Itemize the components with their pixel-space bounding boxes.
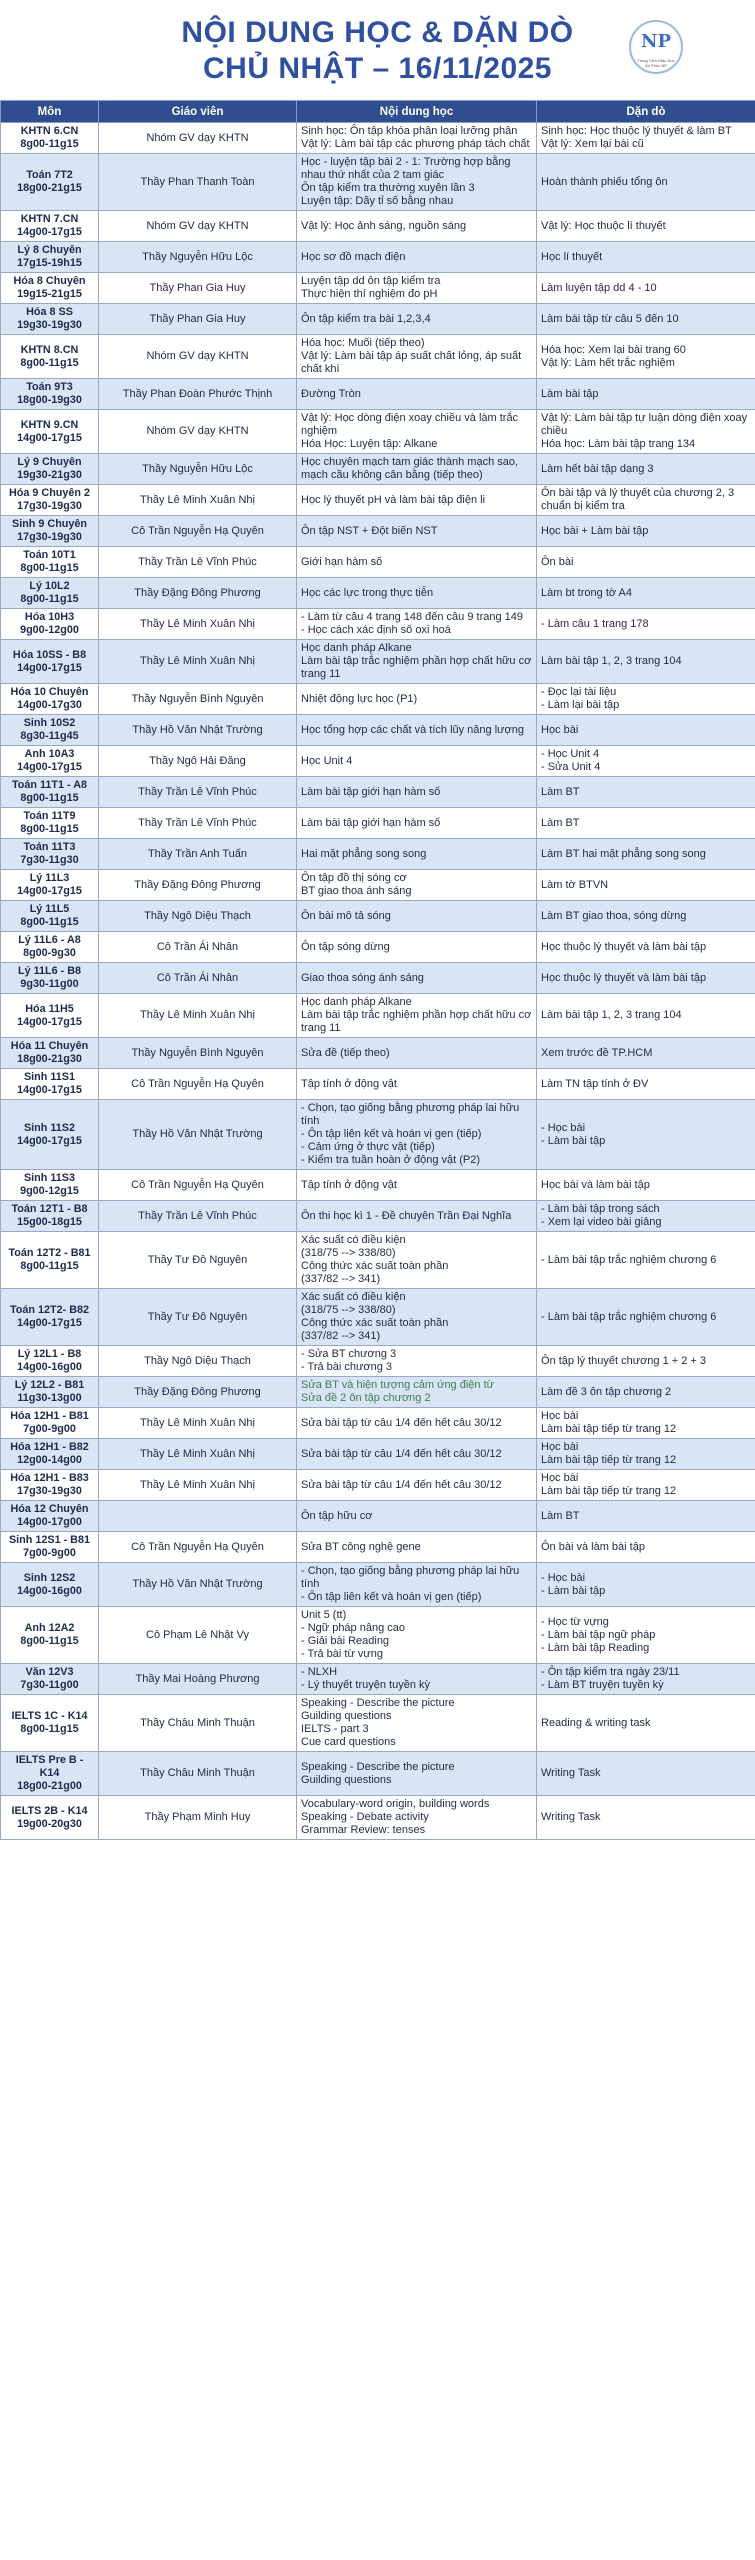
table-row <box>1 211 755 242</box>
class-cell: Lý 12L2 - B81 11g30-13g00 <box>1 1377 99 1408</box>
table-row <box>1 808 755 839</box>
content-cell: Sửa BT công nghệ gene <box>297 1532 537 1563</box>
table-row <box>1 379 755 410</box>
table-row <box>1 1100 755 1170</box>
homework-cell: Ôn tập lý thuyết chương 1 + 2 + 3 <box>537 1346 755 1377</box>
teacher-cell: Thầy Tư Đô Nguyên <box>99 1289 297 1346</box>
table-row <box>1 1289 755 1346</box>
content-cell: Ôn tập hữu cơ <box>297 1501 537 1532</box>
table-row <box>1 1439 755 1470</box>
table-row <box>1 1069 755 1100</box>
homework-cell: Làm BT hai mặt phẳng song song <box>537 839 755 870</box>
teacher-cell: Cô Phạm Lê Nhật Vy <box>99 1607 297 1664</box>
class-cell: Lý 9 Chuyên 19g30-21g30 <box>1 454 99 485</box>
homework-cell: Làm BT <box>537 808 755 839</box>
homework-cell: Học bài Làm bài tập tiếp từ trang 12 <box>537 1470 755 1501</box>
table-row <box>1 1501 755 1532</box>
content-cell: Sửa đề (tiếp theo) <box>297 1038 537 1069</box>
table-row <box>1 870 755 901</box>
teacher-cell: Thầy Đặng Đông Phương <box>99 870 297 901</box>
content-cell: Học Unit 4 <box>297 746 537 777</box>
class-cell: Lý 11L3 14g00-17g15 <box>1 870 99 901</box>
table-row <box>1 154 755 211</box>
teacher-cell: Thầy Hồ Văn Nhật Trường <box>99 1100 297 1170</box>
content-cell: Xác suất có điều kiện (318/75 --> 338/80) Công thức xác suất toàn phần (337/82 --> 341) <box>297 1289 537 1346</box>
teacher-cell: Thầy Phan Gia Huy <box>99 304 297 335</box>
table-row <box>1 1201 755 1232</box>
content-cell: Học tổng hợp các chất và tích lũy năng lượng <box>297 715 537 746</box>
content-cell: Speaking - Describe the picture Guilding questions IELTS - part 3 Cue card questions <box>297 1695 537 1752</box>
homework-cell: Làm BT <box>537 777 755 808</box>
teacher-cell: Thầy Lê Minh Xuân Nhị <box>99 640 297 684</box>
table-row <box>1 1038 755 1069</box>
class-cell: Hóa 12H1 - B82 12g00-14g00 <box>1 1439 99 1470</box>
homework-cell: - Đọc lại tài liệu - Làm lại bài tập <box>537 684 755 715</box>
content-cell: Học danh pháp Alkane Làm bài tập trắc nghiệm phần hợp chất hữu cơ trang 11 <box>297 994 537 1038</box>
homework-cell: Vật lý: Làm bài tập tự luận dòng điện xoay chiều Hóa học: Làm bài tập trang 134 <box>537 410 755 454</box>
homework-cell: - Làm bài tập trắc nghiệm chương 6 <box>537 1232 755 1289</box>
page-subtitle-date: CHỦ NHẬT – 16/11/2025 <box>203 52 552 85</box>
table-header-row <box>1 101 755 123</box>
schedule-table <box>0 100 755 1840</box>
homework-cell: Làm bài tập 1, 2, 3 trang 104 <box>537 994 755 1038</box>
table-row <box>1 932 755 963</box>
teacher-cell: Thầy Mai Hoàng Phương <box>99 1664 297 1695</box>
class-cell: Anh 10A3 14g00-17g15 <box>1 746 99 777</box>
class-cell: Hóa 10 Chuyên 14g00-17g30 <box>1 684 99 715</box>
teacher-cell: Thầy Đặng Đông Phương <box>99 578 297 609</box>
teacher-cell: Cô Trần Ái Nhân <box>99 932 297 963</box>
page-title: NỘI DUNG HỌC & DẶN DÒ <box>181 16 574 49</box>
teacher-cell: Thầy Phan Gia Huy <box>99 273 297 304</box>
teacher-cell: Thầy Lê Minh Xuân Nhị <box>99 1408 297 1439</box>
homework-cell: Làm bài tập từ câu 5 đến 10 <box>537 304 755 335</box>
teacher-cell: Thầy Nguyễn Bình Nguyên <box>99 1038 297 1069</box>
table-row <box>1 1796 755 1840</box>
homework-cell: Học lí thuyết <box>537 242 755 273</box>
table-row <box>1 1752 755 1796</box>
teacher-cell: Nhóm GV dạy KHTN <box>99 335 297 379</box>
class-cell: Hóa 11 Chuyên 18g00-21g30 <box>1 1038 99 1069</box>
class-cell: Toán 12T2 - B81 8g00-11g15 <box>1 1232 99 1289</box>
teacher-cell: Thầy Lê Minh Xuân Nhị <box>99 1470 297 1501</box>
content-cell: Vocabulary-word origin, building words Speaking - Debate activity Grammar Review: tenses <box>297 1796 537 1840</box>
homework-cell: - Học từ vựng - Làm bài tập ngữ pháp - Làm bài tập Reading <box>537 1607 755 1664</box>
table-row <box>1 1232 755 1289</box>
homework-cell: - Làm bài tập trong sách - Xem lại video bài giảng <box>537 1201 755 1232</box>
header-homework: Dặn dò <box>537 101 755 123</box>
class-cell: Toán 7T2 18g00-21g15 <box>1 154 99 211</box>
class-cell: Lý 11L6 - A8 8g00-9g30 <box>1 932 99 963</box>
teacher-cell: Nhóm GV dạy KHTN <box>99 211 297 242</box>
teacher-cell: Thầy Ngô Hải Đăng <box>99 746 297 777</box>
homework-cell: Học thuộc lý thuyết và làm bài tập <box>537 932 755 963</box>
class-cell: KHTN 9.CN 14g00-17g15 <box>1 410 99 454</box>
table-row <box>1 123 755 154</box>
homework-cell: Làm bài tập 1, 2, 3 trang 104 <box>537 640 755 684</box>
class-cell: Lý 12L1 - B8 14g00-16g00 <box>1 1346 99 1377</box>
class-cell: Toán 12T1 - B8 15g00-18g15 <box>1 1201 99 1232</box>
homework-cell: Xem trước đề TP.HCM <box>537 1038 755 1069</box>
class-cell: Toán 11T9 8g00-11g15 <box>1 808 99 839</box>
content-cell: Ôn tập NST + Đột biến NST <box>297 516 537 547</box>
class-cell: Hóa 12H1 - B81 7g00-9g00 <box>1 1408 99 1439</box>
teacher-cell: Cô Trần Nguyễn Hạ Quyên <box>99 1069 297 1100</box>
table-row <box>1 1664 755 1695</box>
content-cell: - Làm từ câu 4 trang 148 đến câu 9 trang 149 - Học cách xác định số oxi hoá <box>297 609 537 640</box>
class-cell: Sinh 12S1 - B81 7g00-9g00 <box>1 1532 99 1563</box>
teacher-cell: Thầy Tư Đô Nguyên <box>99 1232 297 1289</box>
teacher-cell: Thầy Nguyễn Hữu Lộc <box>99 242 297 273</box>
homework-cell: - Học Unit 4 - Sửa Unit 4 <box>537 746 755 777</box>
header <box>0 0 755 100</box>
class-cell: Lý 8 Chuyên 17g15-19h15 <box>1 242 99 273</box>
class-cell: Toán 12T2- B82 14g00-17g15 <box>1 1289 99 1346</box>
homework-cell: Sinh học: Học thuộc lý thuyết & làm BT Vật lý: Xem lại bài cũ <box>537 123 755 154</box>
table-row <box>1 994 755 1038</box>
table-row <box>1 901 755 932</box>
table-row <box>1 839 755 870</box>
homework-cell: - Làm bài tập trắc nghiệm chương 6 <box>537 1289 755 1346</box>
table-row <box>1 410 755 454</box>
homework-cell: - Ôn tập kiểm tra ngày 23/11 - Làm BT truyện tuyền kỳ <box>537 1664 755 1695</box>
teacher-cell <box>99 1501 297 1532</box>
table-row <box>1 777 755 808</box>
teacher-cell: Thầy Châu Minh Thuận <box>99 1695 297 1752</box>
content-cell: Sửa bài tập từ câu 1/4 đến hết câu 30/12 <box>297 1408 537 1439</box>
content-cell: - NLXH - Lý thuyết truyện tuyền kỳ <box>297 1664 537 1695</box>
class-cell: Sinh 12S2 14g00-16g00 <box>1 1563 99 1607</box>
teacher-cell: Thầy Hồ Văn Nhật Trường <box>99 1563 297 1607</box>
class-cell: Sinh 9 Chuyên 17g30-19g30 <box>1 516 99 547</box>
table-row <box>1 1563 755 1607</box>
homework-cell: Học bài <box>537 715 755 746</box>
table-row <box>1 1607 755 1664</box>
content-cell: Vật lý: Học dòng điện xoay chiều và làm trắc nghiệm Hóa Học: Luyện tập: Alkane <box>297 410 537 454</box>
table-row <box>1 1377 755 1408</box>
teacher-cell: Thầy Nguyễn Hữu Lộc <box>99 454 297 485</box>
homework-cell: Làm hết bài tập dạng 3 <box>537 454 755 485</box>
class-cell: IELTS Pre B - K14 18g00-21g00 <box>1 1752 99 1796</box>
table-body <box>1 123 755 1840</box>
homework-cell: Reading & writing task <box>537 1695 755 1752</box>
homework-cell: - Học bài - Làm bài tập <box>537 1100 755 1170</box>
content-cell: Ôn tập kiểm tra bài 1,2,3,4 <box>297 304 537 335</box>
class-cell: Toán 11T1 - A8 8g00-11g15 <box>1 777 99 808</box>
table-row <box>1 304 755 335</box>
table-row <box>1 335 755 379</box>
class-cell: Lý 11L5 8g00-11g15 <box>1 901 99 932</box>
header-content: Nội dung học <box>297 101 537 123</box>
homework-cell: Làm tờ BTVN <box>537 870 755 901</box>
content-cell: Hai mặt phẳng song song <box>297 839 537 870</box>
homework-cell: Làm bt trong tờ A4 <box>537 578 755 609</box>
teacher-cell: Thầy Trần Lê Vĩnh Phúc <box>99 777 297 808</box>
table-row <box>1 963 755 994</box>
logo-caption: Trung Tâm Giáo Dục Ân Phúc NP <box>637 58 675 68</box>
class-cell: IELTS 2B - K14 19g00-20g30 <box>1 1796 99 1840</box>
class-cell: Sinh 11S1 14g00-17g15 <box>1 1069 99 1100</box>
table-row <box>1 485 755 516</box>
homework-cell: Writing Task <box>537 1796 755 1840</box>
teacher-cell: Thầy Lê Minh Xuân Nhị <box>99 609 297 640</box>
table-row <box>1 547 755 578</box>
teacher-cell: Thầy Trần Anh Tuấn <box>99 839 297 870</box>
class-cell: Anh 12A2 8g00-11g15 <box>1 1607 99 1664</box>
class-cell: KHTN 8.CN 8g00-11g15 <box>1 335 99 379</box>
content-cell: Ôn bài mô tả sóng <box>297 901 537 932</box>
class-cell: Hóa 8 SS 19g30-19g30 <box>1 304 99 335</box>
table-row <box>1 1408 755 1439</box>
class-cell: Toán 9T3 18g00-19g30 <box>1 379 99 410</box>
homework-cell: - Học bài - Làm bài tập <box>537 1563 755 1607</box>
teacher-cell: Cô Trần Nguyễn Hạ Quyên <box>99 516 297 547</box>
teacher-cell: Thầy Ngô Diệu Thạch <box>99 1346 297 1377</box>
content-cell: Ôn tập đồ thị sóng cơ BT giao thoa ánh sáng <box>297 870 537 901</box>
table-row <box>1 578 755 609</box>
content-cell: Học danh pháp Alkane Làm bài tập trắc nghiệm phần hợp chất hữu cơ trang 11 <box>297 640 537 684</box>
teacher-cell: Cô Trần Nguyễn Hạ Quyên <box>99 1170 297 1201</box>
homework-cell: Làm đề 3 ôn tập chương 2 <box>537 1377 755 1408</box>
class-cell: Hóa 10H3 9g00-12g00 <box>1 609 99 640</box>
homework-cell: Học bài Làm bài tập tiếp từ trang 12 <box>537 1408 755 1439</box>
teacher-cell: Thầy Trần Lê Vĩnh Phúc <box>99 547 297 578</box>
content-cell: Nhiệt động lực học (P1) <box>297 684 537 715</box>
table-row <box>1 640 755 684</box>
teacher-cell: Thầy Nguyễn Bình Nguyên <box>99 684 297 715</box>
class-cell: Hóa 9 Chuyên 2 17g30-19g30 <box>1 485 99 516</box>
content-cell: Học lý thuyết pH và làm bài tập điện li <box>297 485 537 516</box>
teacher-cell: Cô Trần Nguyễn Hạ Quyên <box>99 1532 297 1563</box>
homework-cell: Vật lý: Học thuộc lí thuyết <box>537 211 755 242</box>
header-teacher: Giáo viên <box>99 101 297 123</box>
content-cell: Hóa học: Muối (tiếp theo) Vật lý: Làm bài tập áp suất chất lỏng, áp suất chất khí <box>297 335 537 379</box>
content-cell: Tập tính ở động vật <box>297 1170 537 1201</box>
teacher-cell: Thầy Lê Minh Xuân Nhị <box>99 994 297 1038</box>
teacher-cell: Thầy Phan Đoàn Phước Thịnh <box>99 379 297 410</box>
header-subject: Môn <box>1 101 99 123</box>
content-cell: Ôn thi học kì 1 - Đề chuyên Trần Đại Nghĩa <box>297 1201 537 1232</box>
homework-cell: Học bài và làm bài tập <box>537 1170 755 1201</box>
teacher-cell: Thầy Trần Lê Vĩnh Phúc <box>99 1201 297 1232</box>
table-row <box>1 516 755 547</box>
table-row <box>1 684 755 715</box>
content-cell: Học sơ đồ mạch điện <box>297 242 537 273</box>
class-cell: IELTS 1C - K14 8g00-11g15 <box>1 1695 99 1752</box>
homework-cell: Writing Task <box>537 1752 755 1796</box>
class-cell: Văn 12V3 7g30-11g00 <box>1 1664 99 1695</box>
teacher-cell: Thầy Phan Thanh Toàn <box>99 154 297 211</box>
homework-cell: Làm luyện tập dd 4 - 10 <box>537 273 755 304</box>
table-row <box>1 1346 755 1377</box>
homework-cell: Học bài + Làm bài tập <box>537 516 755 547</box>
teacher-cell: Thầy Lê Minh Xuân Nhị <box>99 1439 297 1470</box>
class-cell: Toán 11T3 7g30-11g30 <box>1 839 99 870</box>
content-cell: Học - luyện tập bài 2 - 1: Trường hợp bằng nhau thứ nhất của 2 tam giác Ôn tập kiểm tra thường xuyên lần 3 Luyện tập: Dãy tỉ số bằng nhau <box>297 154 537 211</box>
table-row <box>1 1170 755 1201</box>
teacher-cell: Thầy Phạm Minh Huy <box>99 1796 297 1840</box>
class-cell: Lý 10L2 8g00-11g15 <box>1 578 99 609</box>
table-row <box>1 273 755 304</box>
teacher-cell: Thầy Hồ Văn Nhật Trường <box>99 715 297 746</box>
class-cell: Hóa 11H5 14g00-17g15 <box>1 994 99 1038</box>
homework-cell: Làm bài tập <box>537 379 755 410</box>
table-row <box>1 1532 755 1563</box>
content-cell: Sửa BT và hiện tượng cảm ứng điện từ Sửa đề 2 ôn tập chương 2 <box>297 1377 537 1408</box>
content-cell: Học các lực trong thực tiễn <box>297 578 537 609</box>
content-cell: Ôn tập sóng dừng <box>297 932 537 963</box>
class-cell: Lý 11L6 - B8 9g30-11g00 <box>1 963 99 994</box>
homework-cell: Ôn bài tập và lý thuyết của chương 2, 3 chuẩn bị kiểm tra <box>537 485 755 516</box>
class-cell: Hóa 10SS - B8 14g00-17g15 <box>1 640 99 684</box>
teacher-cell: Thầy Lê Minh Xuân Nhị <box>99 485 297 516</box>
content-cell: Tập tính ở động vật <box>297 1069 537 1100</box>
teacher-cell: Nhóm GV dạy KHTN <box>99 410 297 454</box>
homework-cell: Học thuộc lý thuyết và làm bài tập <box>537 963 755 994</box>
class-cell: Hóa 8 Chuyên 19g15-21g15 <box>1 273 99 304</box>
homework-cell: Làm BT giao thoa, sóng dừng <box>537 901 755 932</box>
class-cell: Hóa 12 Chuyên 14g00-17g00 <box>1 1501 99 1532</box>
homework-cell: Làm BT <box>537 1501 755 1532</box>
content-cell: Làm bài tập giới hạn hàm số <box>297 808 537 839</box>
homework-cell: Hoàn thành phiếu tổng ôn <box>537 154 755 211</box>
teacher-cell: Thầy Đặng Đông Phương <box>99 1377 297 1408</box>
content-cell: - Sửa BT chương 3 - Trả bài chương 3 <box>297 1346 537 1377</box>
table-row <box>1 746 755 777</box>
class-cell: KHTN 6.CN 8g00-11g15 <box>1 123 99 154</box>
homework-cell: Ôn bài và làm bài tập <box>537 1532 755 1563</box>
content-cell: - Chọn, tạo giống bằng phương pháp lai hữu tính - Ôn tập liên kết và hoán vị gen (tiếp) <box>297 1563 537 1607</box>
homework-cell: Hóa học: Xem lại bài trang 60 Vật lý: Làm hết trắc nghiệm <box>537 335 755 379</box>
content-cell: Đường Tròn <box>297 379 537 410</box>
table-row <box>1 242 755 273</box>
content-cell: Giao thoa sóng ánh sáng <box>297 963 537 994</box>
homework-cell: Làm TN tập tính ở ĐV <box>537 1069 755 1100</box>
content-cell: Làm bài tập giới hạn hàm số <box>297 777 537 808</box>
table-row <box>1 609 755 640</box>
table-row <box>1 715 755 746</box>
content-cell: Giới hạn hàm số <box>297 547 537 578</box>
teacher-cell: Cô Trần Ái Nhân <box>99 963 297 994</box>
homework-cell: Ôn bài <box>537 547 755 578</box>
content-cell: Unit 5 (tt) - Ngữ pháp nâng cao - Giải bài Reading - Trả bài từ vựng <box>297 1607 537 1664</box>
table-row <box>1 1695 755 1752</box>
teacher-cell: Nhóm GV dạy KHTN <box>99 123 297 154</box>
content-cell: Xác suất có điều kiện (318/75 --> 338/80) Công thức xác suất toàn phần (337/82 --> 341) <box>297 1232 537 1289</box>
content-cell: Sửa bài tập từ câu 1/4 đến hết câu 30/12 <box>297 1470 537 1501</box>
teacher-cell: Thầy Ngô Diệu Thạch <box>99 901 297 932</box>
content-cell: Sinh học: Ôn tập khóa phân loại lưỡng phân Vật lý: Làm bài tập các phương pháp tách chất <box>297 123 537 154</box>
center-logo <box>629 20 683 74</box>
content-cell: Vật lý: Học ảnh sáng, nguồn sáng <box>297 211 537 242</box>
content-cell: Học chuyên mạch tam giác thành mạch sao, mạch cầu không cân bằng (tiếp theo) <box>297 454 537 485</box>
content-cell: - Chọn, tạo giống bằng phương pháp lai hữu tính - Ôn tập liên kết và hoán vị gen (tiếp) - Cảm ứng ở thực vật (tiếp) - Kiểm tra tuần hoàn ở động vật (P2) <box>297 1100 537 1170</box>
homework-cell: - Làm câu 1 trang 178 <box>537 609 755 640</box>
homework-cell: Học bài Làm bài tập tiếp từ trang 12 <box>537 1439 755 1470</box>
logo-letters: NP <box>641 31 671 52</box>
class-cell: Sinh 11S3 9g00-12g15 <box>1 1170 99 1201</box>
table-row <box>1 454 755 485</box>
class-cell: Toán 10T1 8g00-11g15 <box>1 547 99 578</box>
table-row <box>1 1470 755 1501</box>
content-cell: Speaking - Describe the picture Guilding questions <box>297 1752 537 1796</box>
content-cell: Luyện tập dd ôn tập kiểm tra Thực hiện thí nghiệm đo pH <box>297 273 537 304</box>
content-cell: Sửa bài tập từ câu 1/4 đến hết câu 30/12 <box>297 1439 537 1470</box>
teacher-cell: Thầy Trần Lê Vĩnh Phúc <box>99 808 297 839</box>
teacher-cell: Thầy Châu Minh Thuận <box>99 1752 297 1796</box>
class-cell: Hóa 12H1 - B83 17g30-19g30 <box>1 1470 99 1501</box>
class-cell: Sinh 11S2 14g00-17g15 <box>1 1100 99 1170</box>
class-cell: KHTN 7.CN 14g00-17g15 <box>1 211 99 242</box>
class-cell: Sinh 10S2 8g30-11g45 <box>1 715 99 746</box>
